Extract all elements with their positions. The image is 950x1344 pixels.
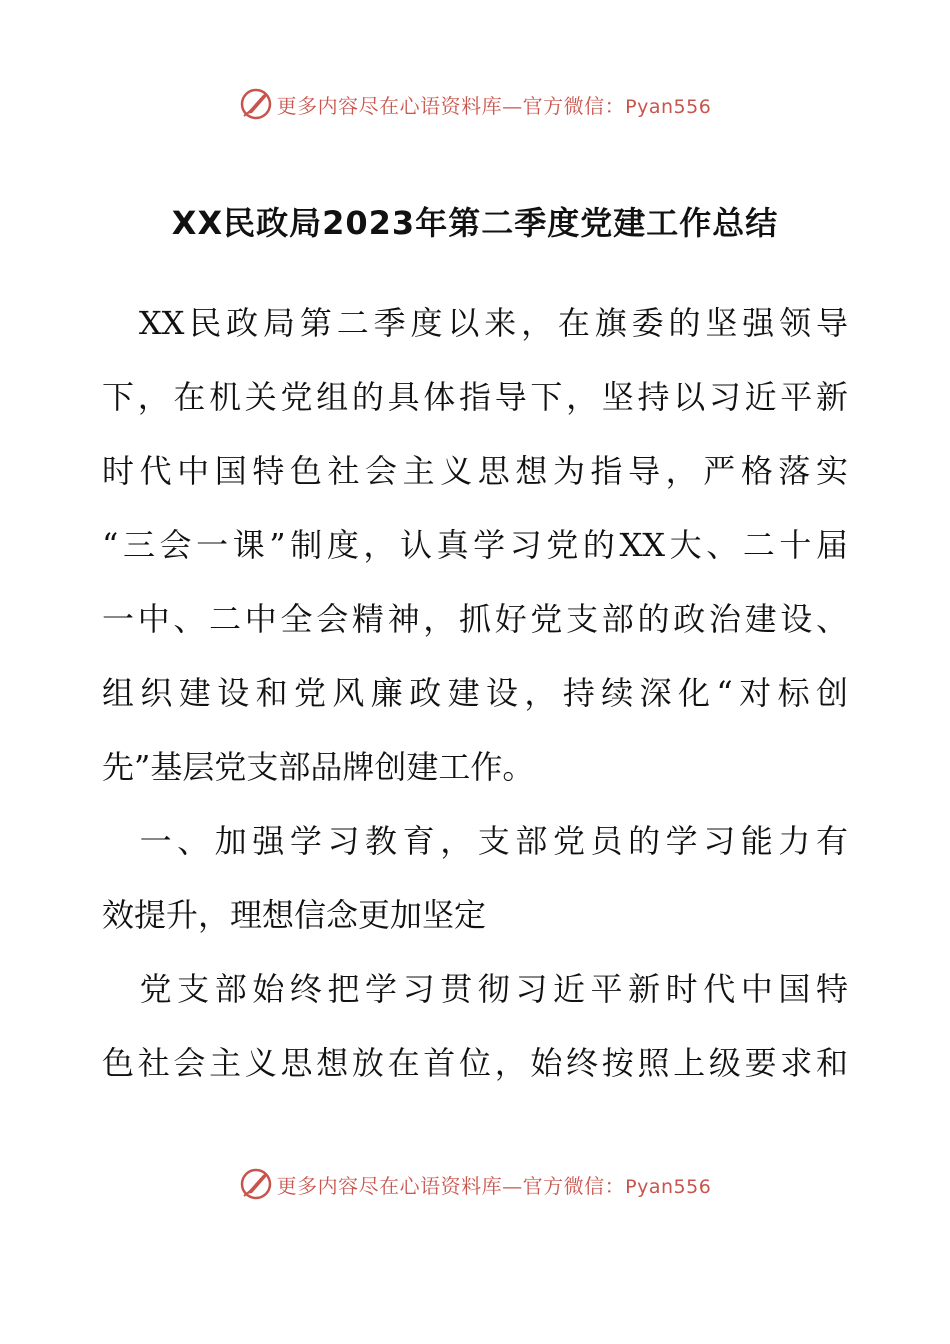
body-line: 一中、二中全会精神，抓好党支部的政治建设、 [102,600,848,638]
body-line: 时代中国特色社会主义思想为指导，严格落实 [102,452,848,490]
body-line: 色社会主义思想放在首位，始终按照上级要求和 [102,1044,848,1082]
section-heading-line: 效提升，理想信念更加坚定 [102,896,487,934]
watermark-slogan: 更多内容尽在心语资料库—官方微信： [276,93,626,118]
body-line: 党支部始终把学习贯彻习近平新时代中国特 [102,970,848,1008]
watermark-text [277,90,712,119]
watermark-wechat-id: Pyan556 [625,95,712,118]
body-line: 先”基层党支部品牌创建工作。 [102,748,535,786]
document-title: XX民政局2023年第二季度党建工作总结 [171,204,779,242]
watermark-wechat-id: Pyan556 [625,1175,712,1198]
watermark-slogan: 更多内容尽在心语资料库—官方微信： [276,1173,626,1198]
quill-logo-icon [239,87,273,121]
footer-watermark [0,1164,950,1204]
watermark-text [277,1170,712,1199]
body-line: “三会一课”制度，认真学习党的XX大、二十届 [102,526,848,564]
header-watermark [0,84,950,124]
body-line: XX民政局第二季度以来，在旗委的坚强领导 [102,304,848,342]
document-body [102,286,848,1100]
body-line: 组织建设和党风廉政建设，持续深化“对标创 [102,674,848,712]
section-heading-line: 一、加强学习教育，支部党员的学习能力有 [102,822,848,860]
quill-logo-icon [239,1167,273,1201]
body-line: 下，在机关党组的具体指导下，坚持以习近平新 [102,378,848,416]
